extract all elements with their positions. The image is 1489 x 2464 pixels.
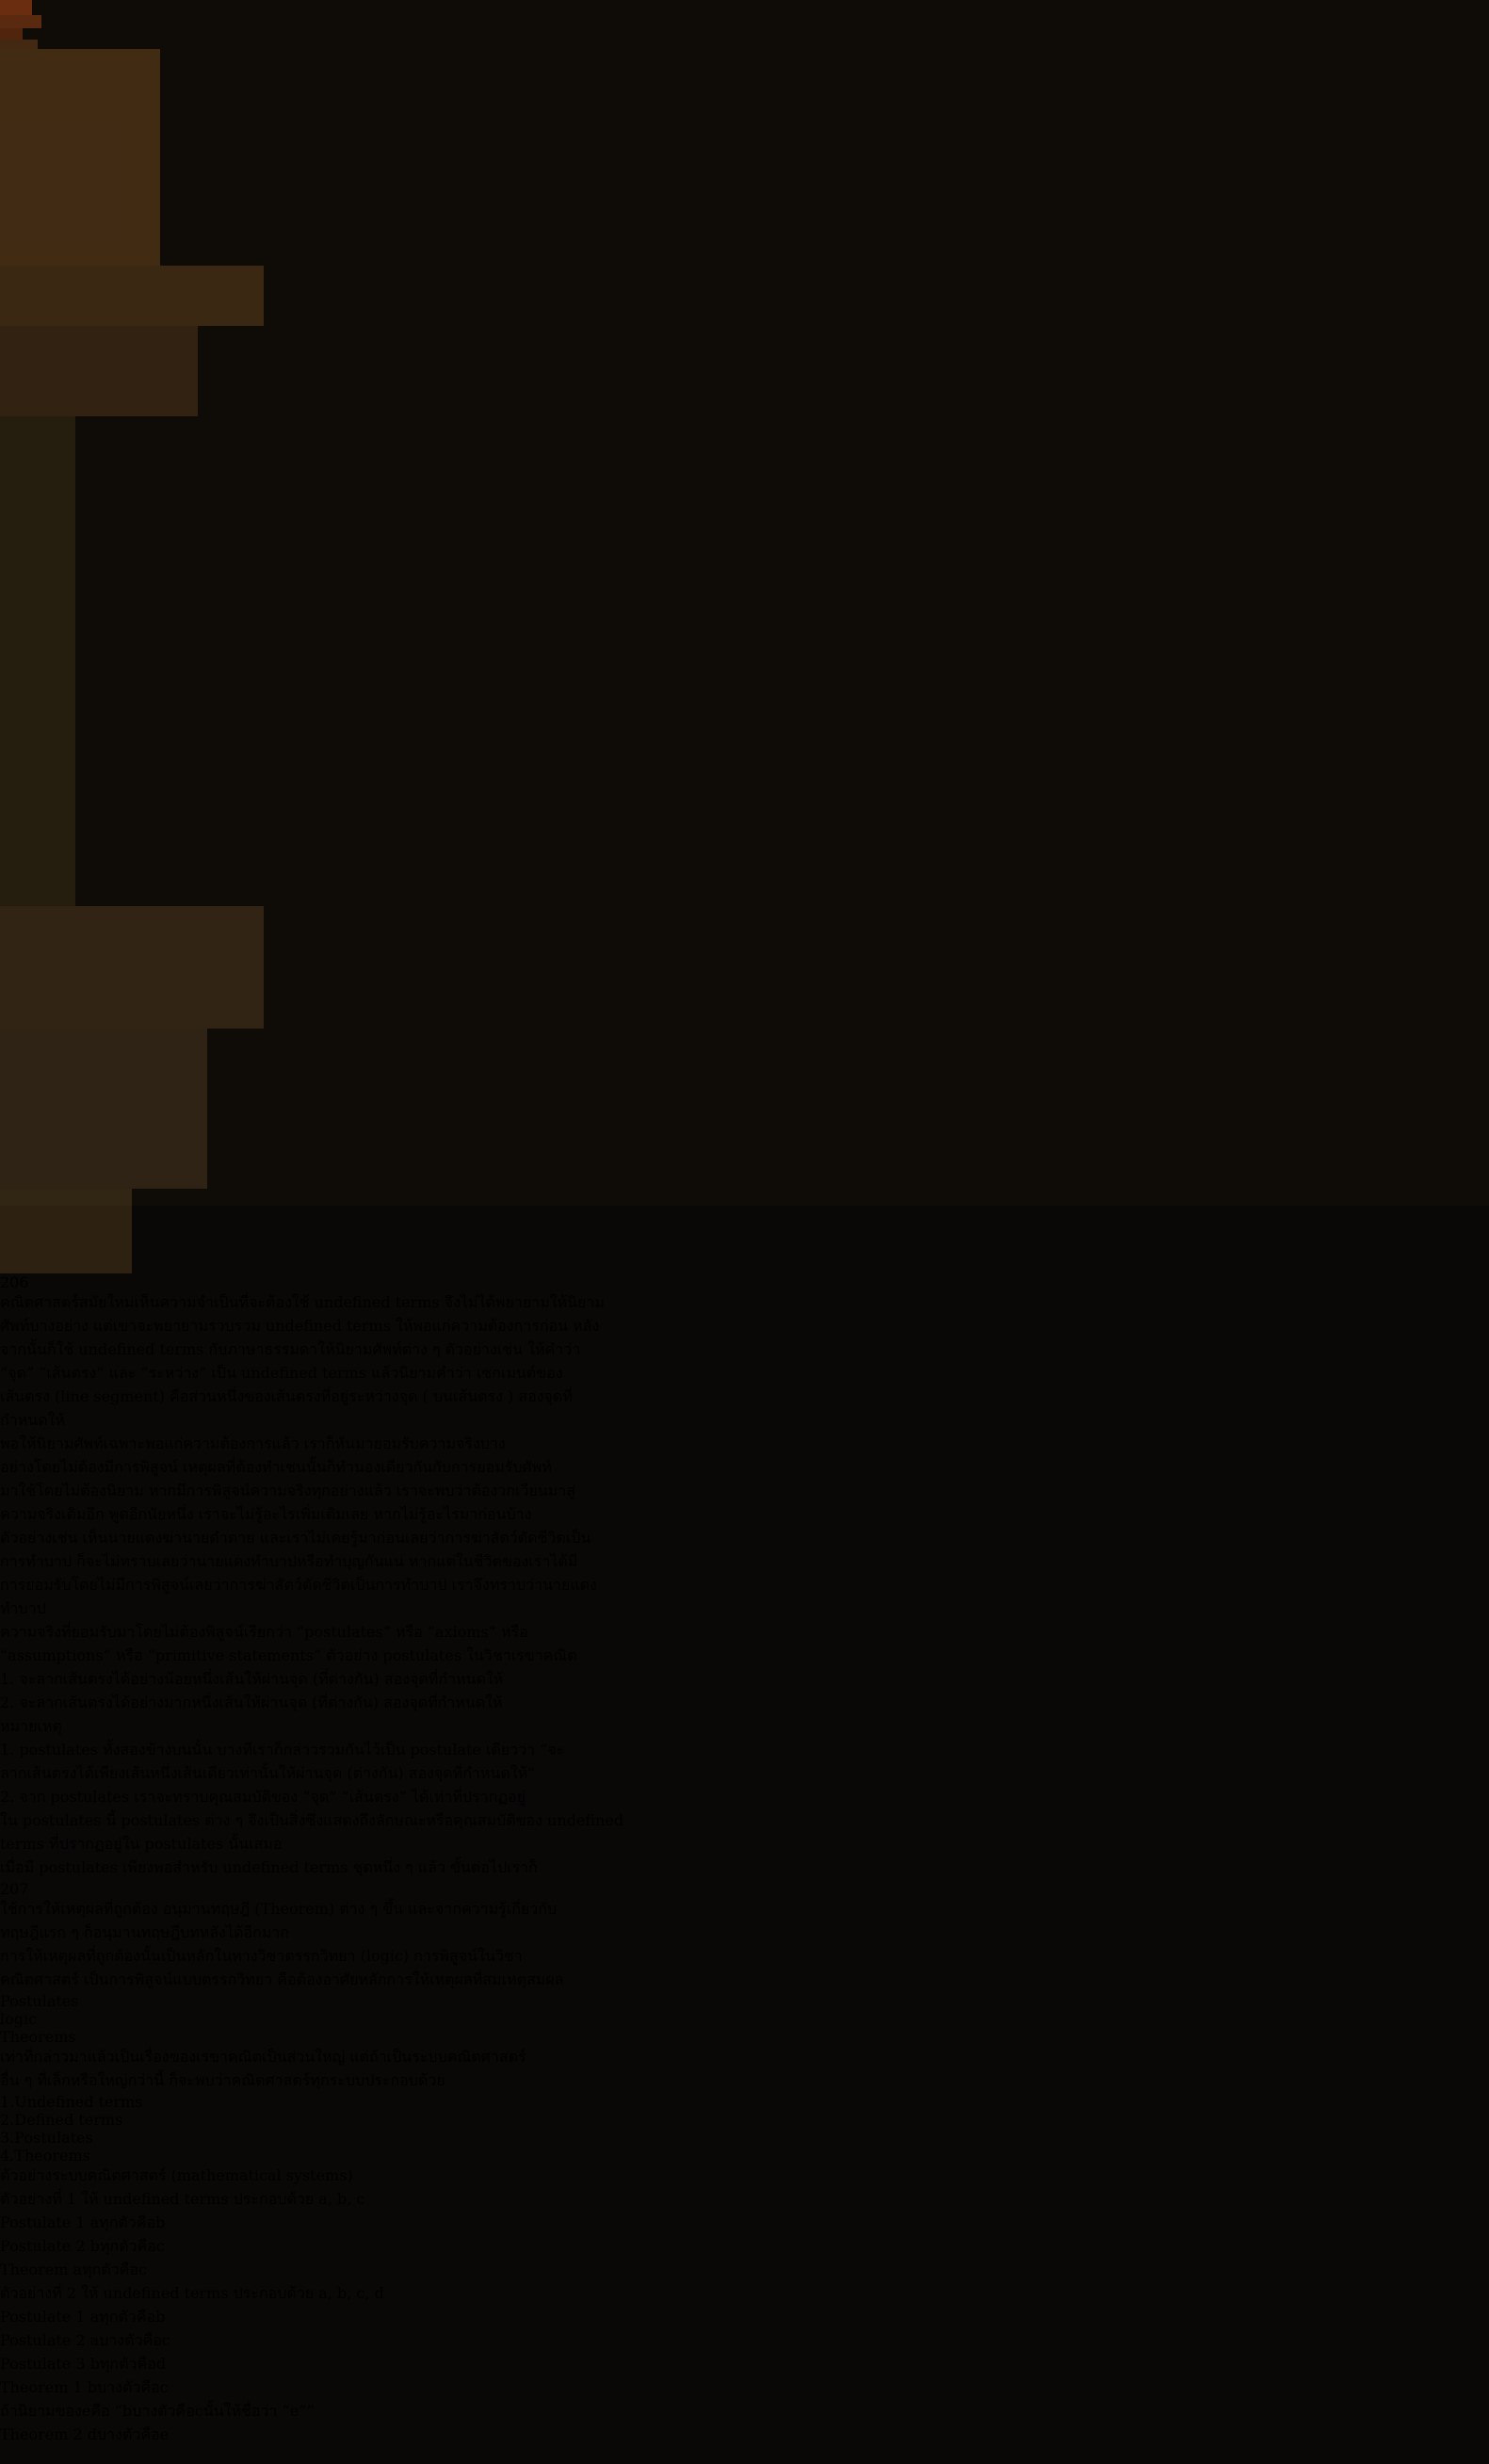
postulate-row (0, 2235, 1489, 2259)
variable: c (138, 2261, 147, 2278)
note-text: ”” (299, 2402, 315, 2420)
item-label: Defined terms (14, 2111, 123, 2129)
example-consist: ประกอบด้วย (233, 2284, 315, 2302)
text-line: การให้เหตุผลที่ถูกต้องนั้นเป็นหลักในทางวิชาตรรกวิทยา (logic) การพิสูจน์ในวิชา (0, 1947, 523, 1965)
theorem-row (0, 2376, 1489, 2400)
item-label: Undefined terms (14, 2093, 143, 2111)
postulate-row (0, 2306, 1489, 2329)
page-207-text (0, 1880, 1489, 2447)
list-item (0, 2093, 1489, 2111)
row-value (90, 2213, 166, 2231)
row-label: Postulate 1 (0, 2308, 86, 2326)
variable: e (159, 2425, 170, 2443)
example-title: ตัวอย่างที่ 1 (0, 2190, 76, 2208)
relation: ทุกตัวคือ (99, 2213, 156, 2231)
variable: b (87, 2378, 97, 2396)
text-line: “จุด” “เส้นตรง” และ “ระหว่าง” เป็น undefined terms แล้วนิยามคำว่า เซกเมนต์ของ (0, 1364, 563, 1382)
example-terms: undefined terms (103, 2190, 229, 2208)
variable: d (155, 2355, 167, 2373)
text-line: การทำบาป ก็จะไม่ทราบเลยว่านายแดงทำบาปหรือทำบุญกันแน่ หากแต่ในชีวิตของเราได้มี (0, 1552, 578, 1570)
variable: c (159, 2378, 169, 2396)
item-number: 4. (0, 2147, 15, 2164)
row-label: Postulate 2 (0, 2331, 86, 2349)
text-line: อย่างโดยไม่ต้องมีการพิสูจน์ เหตุผลที่ต้องทำเช่นนั้นก็ทำนองเดียวกันกับการยอมรับศัพท์ (0, 1458, 552, 1476)
system-components-list (0, 2093, 1489, 2164)
item-number: 3. (0, 2129, 15, 2147)
example-intro: ให้ (81, 2190, 99, 2208)
row-label: Postulate 1 (0, 2213, 86, 2231)
note-heading: หมายเหตุ (0, 1717, 62, 1735)
text-line: 2. จาก postulates เราจะทราบคุณสมบัติของ “จุด” “เส้นตรง” ได้เท่าที่ปรากฏอยู่ (0, 1788, 526, 1806)
variable: b (155, 2213, 166, 2231)
example-terms: undefined terms (103, 2284, 229, 2302)
postulates-box: Postulates (0, 1992, 79, 2010)
note-text: นั้นให้ชื่อว่า “ (202, 2402, 290, 2420)
variable: b (121, 2402, 133, 2420)
variable: c (161, 2331, 170, 2349)
list-item (0, 2111, 1489, 2129)
logic-arrow (0, 2010, 1489, 2028)
example-intro: ให้ (81, 2284, 99, 2302)
text-line: ความจริงเดิมอีก พูดอีกนัยหนึ่ง เราจะไม่รู้อะไรเพิ่มเติมเลย หากไม่รู้อะไรมาก่อนบ้าง (0, 1505, 532, 1523)
text-line: การยอมรับโดยไม่มีการพิสูจน์เลยว่าการฆ่าสัตว์ตัดชีวิตเป็นการทำบาป เราจึงทราบว่านายแดง (0, 1576, 597, 1594)
text-line: คณิตศาสตร์สมัยใหม่เห็นความจำเป็นที่จะต้องใช้ undefined terms จึงไม่ได้พยายามให้นิยาม (0, 1293, 605, 1311)
theorem-row (0, 2259, 1489, 2282)
text-line: กำหนดให้ (0, 1411, 65, 1429)
example-title: ตัวอย่างที่ 2 (0, 2284, 76, 2302)
text-line: ศัพท์บางอย่าง แต่เขาจะพยายามรวบรวม undefined terms ให้พอแก่ความต้องการก่อน หลัง (0, 1317, 600, 1335)
list-item (0, 2147, 1489, 2164)
row-value (73, 2261, 146, 2278)
variable: c (194, 2402, 203, 2420)
text-line: ใช้การให้เหตุผลที่ถูกต้อง อนุมานทฤษฎี (Theorem) ต่าง ๆ ขึ้น และจากความรู้เกี่ยวกับ (0, 1900, 558, 1918)
relation: ทุกตัวคือ (99, 2355, 156, 2373)
row-label: Postulate 3 (0, 2355, 86, 2373)
variable: d (87, 2425, 97, 2443)
text-line: 2. จะลากเส้นตรงได้อย่างมากหนึ่งเส้นให้ผ่านจุด (ที่ต่างกัน) สองจุดที่กำหนดให้ (0, 1694, 503, 1711)
text-line: ลากเส้นตรงได้เพียงเส้นหนึ่งเส้นเดียวเท่านั้นให้ผ่านจุด (ต่างกัน) สองจุดที่กำหนดให้” (0, 1764, 536, 1782)
item-number: 2. (0, 2111, 15, 2129)
row-label: Theorem 1 (0, 2378, 83, 2396)
text-line: terms ที่ปรากฏอยู่ใน postulates นั้นเสมอ (0, 1835, 283, 1853)
theorems-box: Theorems (0, 2028, 76, 2046)
text-line: ความจริงที่ยอมรับมาโดยไม่ต้องพิสูจน์เรียกว่า “postulates” หรือ “axioms” หรือ (0, 1623, 528, 1641)
row-value (88, 2425, 169, 2443)
relation: ทุกตัวคือ (82, 2261, 138, 2278)
postulates-logic-theorems-diagram (0, 1992, 1489, 2046)
variable: a (73, 2261, 83, 2278)
variable: b (89, 2237, 100, 2255)
examples-heading-thai: ตัวอย่างระบบคณิตศาสตร์ (0, 2166, 167, 2184)
postulate-row (0, 2353, 1489, 2376)
note-text: ถ้านิยามของ (0, 2402, 82, 2420)
book-top-edge (0, 0, 1489, 99)
text-line: 1. postulates ทั้งสองข้างบนนั้น บางทีเราก็กล่าวรวมกันไว้เป็น postulate เดียวว่า “จะ (0, 1741, 565, 1759)
postulate-row (0, 2329, 1489, 2353)
relation: ทุกตัวคือ (99, 2237, 156, 2255)
text-line: 1. จะลากเส้นตรงได้อย่างน้อยหนึ่งเส้นให้ผ่านจุด (ที่ต่างกัน) สองจุดที่กำหนดให้ (0, 1670, 504, 1688)
text-line: เส้นตรง (line segment) คือส่วนหนึ่งของเส้นตรงที่อยู่ระหว่างจุด ( บนเส้นตรง ) สองจุดที่ (0, 1387, 573, 1405)
text-line: เมื่อมี postulates เพียงพอสำหรับ undefined terms ชุดหนึ่ง ๆ แล้ว ขั้นต่อไปเราก็ (0, 1858, 538, 1876)
text-line: ตัวอย่างเช่น เห็นนายแดงฆ่านายดำตาย และเราไม่เคยรู้มาก่อนเลยว่าการฆ่าสัตว์ตัดชีวิตเป็น (0, 1529, 591, 1547)
variable: a (89, 2213, 100, 2231)
relation: ทุกตัวคือ (99, 2308, 156, 2326)
paper-speck (0, 2447, 9, 2455)
item-number: 1. (0, 2093, 15, 2111)
stain (0, 326, 198, 416)
relation: บางตัวคือ (96, 2425, 160, 2443)
variable: a (89, 2308, 100, 2326)
variable: b (155, 2308, 166, 2326)
examples-heading (0, 2164, 1489, 2188)
text-line: มาใช้โดยไม่ต้องนิยาม หากมีการพิสูจน์ความจริงทุกอย่างแล้ว เราจะพบว่าต้องวกเวียนมาสู่ (0, 1482, 575, 1499)
example-consist: ประกอบด้วย (233, 2190, 315, 2208)
text-line: เท่าที่กล่าวมาแล้วเป็นเรื่องของเรขาคณิตเป็นส่วนใหญ่ แต่ถ้าเป็นระบบคณิตศาสตร์ (0, 2048, 526, 2066)
example-variables: a, b, c (318, 2190, 365, 2208)
text-line: ทฤษฎีแรก ๆ ก็อนุมานทฤษฎีบทหลังได้อีกมาก (0, 1923, 289, 1941)
row-value (90, 2237, 165, 2255)
note-text: บางตัวคือ (132, 2402, 195, 2420)
text-line: จากนั้นก็ใช้ undefined terms กับภาษาธรรมดาให้นิยามศัพท์ต่าง ๆ ตัวอย่างเช่น ให้คำว่า (0, 1340, 581, 1358)
item-label: Theorems (14, 2147, 90, 2164)
variable: e (81, 2402, 91, 2420)
text-line: พอให้นิยามศัพท์เฉพาะพอแก่ความต้องการแล้ว เราก็หันมายอมรับความจริงบาง (0, 1435, 506, 1452)
stain (0, 266, 264, 326)
theorem-row (0, 2423, 1489, 2447)
stain (0, 1029, 207, 1189)
paper-speck (0, 2455, 11, 2464)
text-line: “assumptions” หรือ “primitive statements” ตัวอย่าง postulates ในวิชาเรขาคณิต (0, 1646, 577, 1664)
stain (0, 416, 75, 906)
row-value (88, 2378, 169, 2396)
page-number-right: 207 (0, 1880, 29, 1898)
variable: b (89, 2355, 100, 2373)
row-label: Postulate 2 (0, 2237, 86, 2255)
relation: บางตัวคือ (96, 2378, 160, 2396)
row-value (90, 2331, 170, 2349)
note-text: คือ “ (90, 2402, 122, 2420)
definition-note (0, 2400, 1489, 2423)
list-item (0, 2129, 1489, 2147)
example-1-title-row (0, 2188, 1489, 2212)
item-label: Postulates (14, 2129, 93, 2147)
page-number-left: 206 (0, 1273, 29, 1291)
variable: c (155, 2237, 165, 2255)
text-line: ใน postulates นี้ postulates ต่าง ๆ จึงเป็นสิ่งซึ่งแสดงถึงลักษณะหรือคุณสมบัติของ undefined (0, 1811, 624, 1829)
text-line: อื่น ๆ ที่เล็กหรือใหญ่กว่านี้ ก็จะพบว่าคณิตศาสตร์ทุกระบบประกอบด้วย (0, 2071, 445, 2089)
relation: บางตัวคือ (99, 2331, 162, 2349)
arrow-label: logic (0, 2010, 38, 2028)
variable: e (289, 2402, 299, 2420)
stain (0, 1189, 132, 1273)
stain (0, 906, 264, 1029)
text-line: คณิตศาสตร์ เป็นการพิสูจน์แบบตรรกวิทยา คือต้องอาศัยหลักการให้เหตุผลที่สมเหตุสมผล (0, 1970, 564, 1988)
text-line: ทำบาป (0, 1599, 46, 1617)
row-value (90, 2308, 166, 2326)
row-label: Theorem 2 (0, 2425, 83, 2443)
examples-heading-english: (mathematical systems) (170, 2166, 353, 2184)
example-variables: a, b, c, d (318, 2284, 384, 2302)
postulate-row (0, 2212, 1489, 2235)
example-2-title-row (0, 2282, 1489, 2306)
row-label: Theorem (0, 2261, 69, 2278)
row-value (90, 2355, 166, 2373)
page-206-text (0, 1273, 1489, 1880)
variable: a (89, 2331, 100, 2349)
